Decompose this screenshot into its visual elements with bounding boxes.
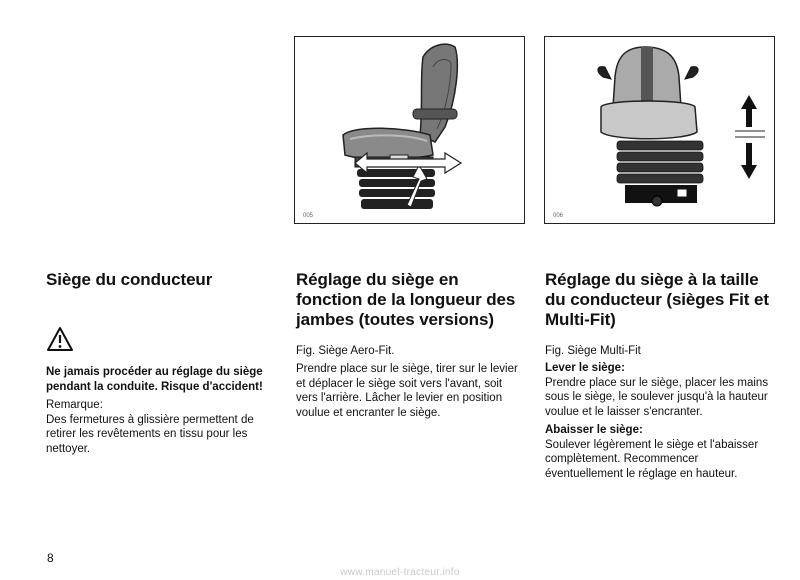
raise-seat-label: Lever le siège: bbox=[545, 362, 625, 374]
lower-seat-label: Abaisser le siège: bbox=[545, 424, 643, 436]
watermark: www.manuel-tracteur.info bbox=[340, 567, 460, 578]
warning-text: Ne jamais procéder au réglage du siège pendant la conduite. Risque d'accident! bbox=[46, 366, 263, 393]
section-title-driver-height: Réglage du siège à la taille du conducteur (sièges Fit et Multi-Fit) bbox=[545, 270, 769, 329]
raise-seat-text: Prendre place sur le siège, placer les mains sous le siège, le soulever jusqu'à la hauteur voulue et le laisser s'encranter. bbox=[545, 376, 769, 418]
leg-length-text: Prendre place sur le siège, tirer sur le levier et déplacer le siège soit vers l'avant, soit vers l'arrière. Lâcher le levier en position voulue et encranter le siège. bbox=[296, 363, 518, 419]
section-title-drivers-seat: Siège du conducteur bbox=[46, 270, 213, 289]
figure-caption-aero-fit: Fig. Siège Aero-Fit. bbox=[296, 345, 395, 357]
remark-text: Des fermetures à glissière permettent de retirer les revêtements en tissu pour les nettoyer. bbox=[46, 413, 254, 455]
warning-triangle-icon bbox=[46, 326, 74, 357]
figure-number: 005 bbox=[303, 213, 314, 219]
multi-fit-seat-illustration bbox=[545, 37, 774, 223]
figure-aero-fit-seat bbox=[294, 36, 525, 224]
column2-body bbox=[296, 362, 524, 420]
page-number: 8 bbox=[47, 551, 54, 565]
figure-multi-fit-seat bbox=[544, 36, 775, 224]
column1-body bbox=[46, 365, 274, 456]
column3-body bbox=[545, 361, 775, 481]
lower-seat-text: Soulever légèrement le siège et l'abaisser complètement. Recommencer éventuellement le réglage en hauteur. bbox=[545, 438, 759, 480]
remark-label: Remarque: bbox=[46, 399, 103, 411]
figure-caption-multi-fit: Fig. Siège Multi-Fit bbox=[545, 345, 641, 357]
figure-number: 006 bbox=[553, 213, 564, 219]
section-title-leg-length: Réglage du siège en fonction de la longueur des jambes (toutes versions) bbox=[296, 270, 516, 329]
aero-fit-seat-illustration bbox=[295, 37, 524, 223]
